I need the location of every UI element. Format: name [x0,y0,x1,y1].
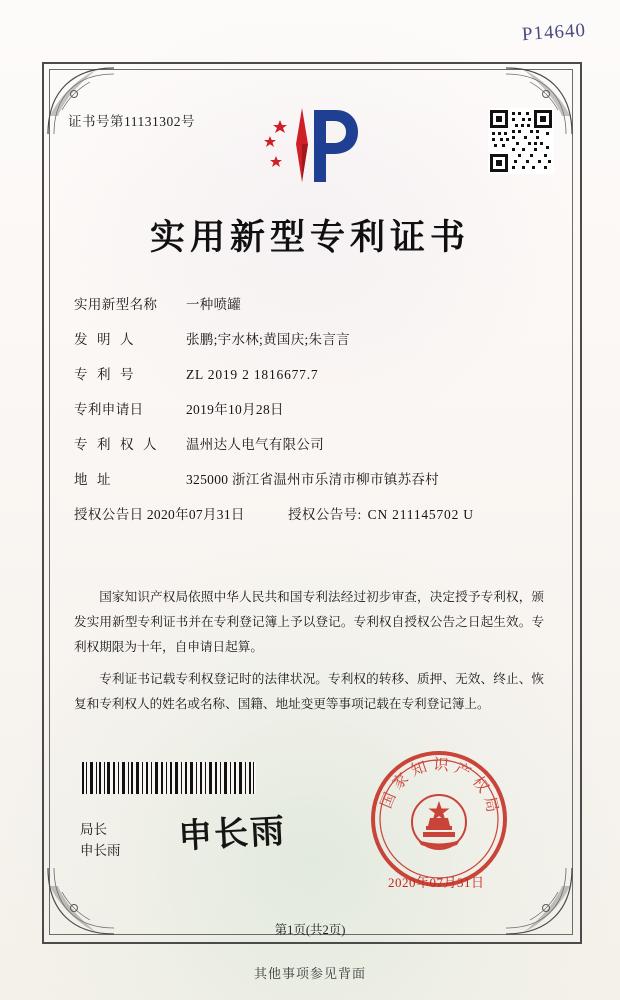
grant-number-value: CN 211145702 U [367,507,474,523]
field-value: 2019年10月28日 [186,402,284,418]
signature-block [80,820,121,862]
field-row [74,331,544,349]
field-label: 专利号 [74,367,143,383]
signature-title: 局长 [80,822,107,837]
grant-date-label: 授权公告日 [74,507,144,523]
field-value: 325000 浙江省温州市乐清市柳市镇苏吞村 [186,472,439,488]
page-title: 实用新型专利证书 [149,218,470,257]
signature-handwriting: 申长雨 [177,813,288,856]
field-label: 地址 [74,472,120,488]
field-label: 专利申请日 [74,402,144,418]
field-value: 一种喷罐 [186,297,242,312]
paragraph: 专利证书记载专利权登记时的法律状况。专利权的转移、质押、无效、终止、恢复和专利权人的姓名或名称、国籍、地址变更等事项记载在专利登记簿上。 [74,671,544,711]
field-label: 专利权人 [74,437,166,453]
official-seal [368,748,510,890]
certificate-number: 证书号第11131302号 [68,114,195,129]
back-side-note: 其他事项参见背面 [253,966,366,981]
field-list [74,296,544,541]
page-code-handwritten: P14640 [521,19,587,46]
legal-text [74,585,544,723]
field-label: 实用新型名称 [74,297,158,312]
field-row [74,471,544,489]
field-value: ZL 2019 2 1816677.7 [186,367,319,383]
field-row [74,366,544,384]
grant-date-value: 2020年07月31日 [146,507,245,523]
field-value: 温州达人电气有限公司 [186,437,324,453]
field-row [74,296,544,314]
signature-name: 申长雨 [80,842,121,858]
field-value: 张鹏;宇水林;黄国庆;朱言言 [186,332,350,348]
svg-text:国家知识产权局: 国家知识产权局 [377,756,502,819]
cnipa-logo-icon [258,104,362,188]
grant-number-label: 授权公告号: [288,507,362,523]
paragraph: 国家知识产权局依照中华人民共和国专利法经过初步审查，决定授予专利权，颁发实用新型专利证书并在专利登记簿上予以登记。专利权自授权公告之日起生效。专利权期限为十年，自申请日起算。 [74,590,544,655]
field-label: 发明人 [74,332,143,348]
field-row [74,436,544,454]
seal-date: 2020年07月31日 [388,875,485,890]
barcode [80,762,256,794]
field-row [74,401,544,419]
grant-row [74,506,544,524]
qr-code [488,108,554,174]
page-footer: 第1页(共2页) [274,923,346,937]
